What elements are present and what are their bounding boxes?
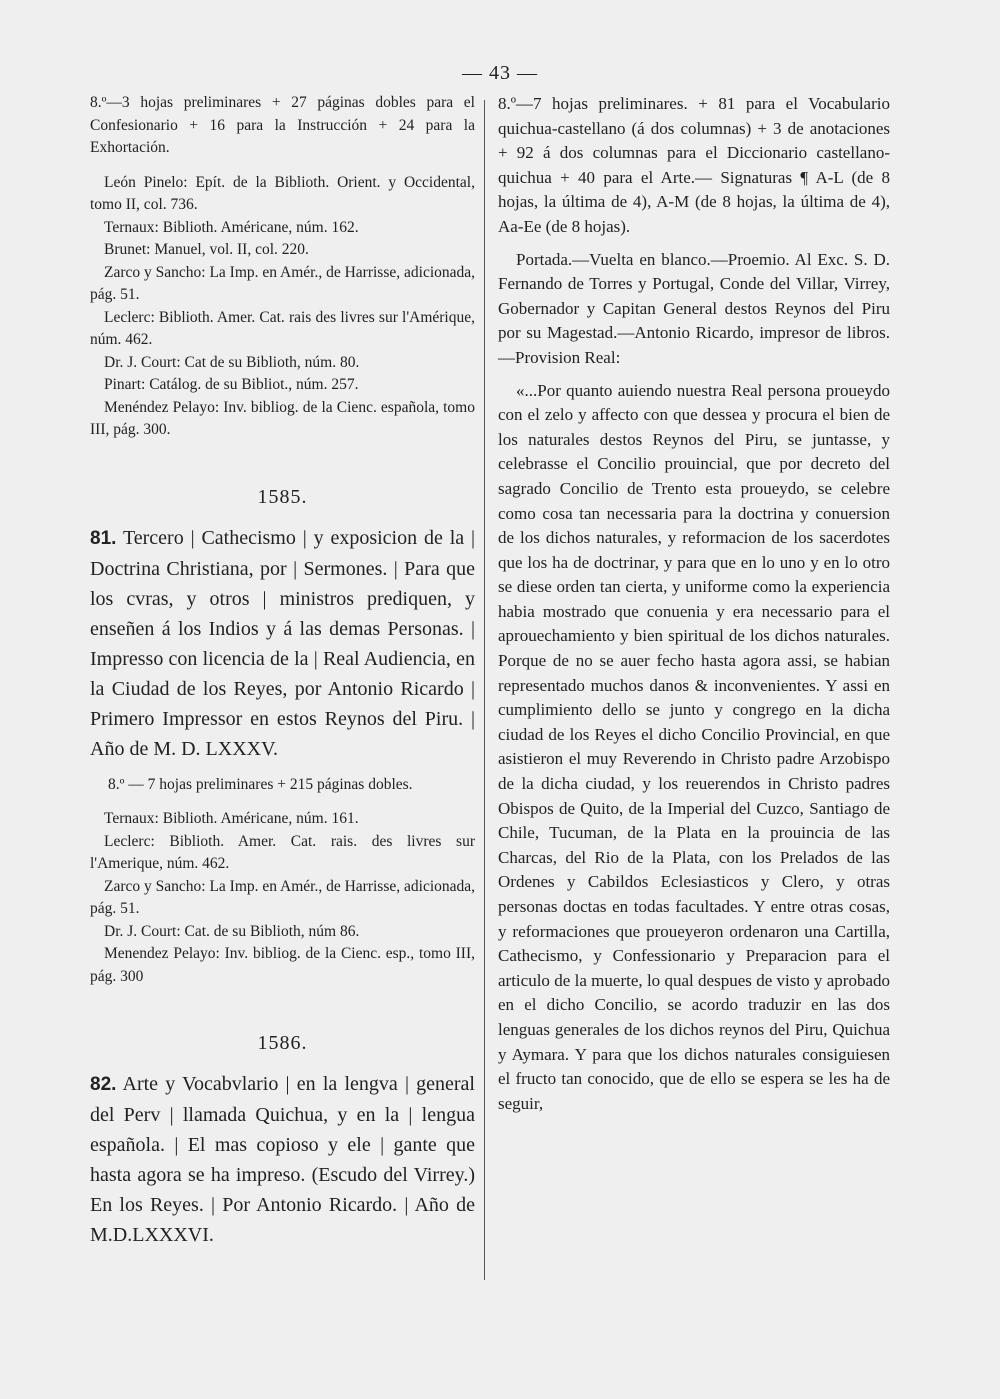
- reference: Zarco y Sancho: La Imp. en Amér., de Harrisse, adicionada, pág. 51.: [90, 877, 476, 917]
- year-heading-1585: 1585.: [257, 485, 308, 508]
- reference: Menéndez Pelayo: Inv. bibliog. de la Cienc. española, tomo III, pág. 300.: [90, 398, 475, 438]
- entry-82-contents: Portada.—Vuelta en blanco.—Proemio. Al Exc. S. D. Fernando de Torres y Portugal, Conde del Villar, Virrey, Gobernador y Capitan General destos Reynos del Piru por su Magestad.—Antonio Ricardo, impresor de libros.—Provision Real:: [498, 249, 890, 367]
- entry-82-collation: 8.º—7 hojas preliminares. + 81 para el Vocabulario quichua-castellano (á dos columnas) + 3 de anotaciones + 92 á dos columnas para el Diccionario castellano-quichua + 40 para el Arte.— Signaturas ¶ A-L (de 8 hojas, la última de 4), A-M (de 8 hojas, la última de 4), Aa-Ee (de 8 hojas).: [498, 94, 890, 236]
- reference: Leclerc: Biblioth. Amer. Cat. rais. des livres sur l'Amerique, núm. 462.: [90, 832, 475, 872]
- reference: Dr. J. Court: Cat de su Biblioth, núm. 80.: [104, 353, 360, 371]
- right-column: [498, 92, 890, 1116]
- entry-82-quotation: «...Por quanto auiendo nuestra Real persona proueydo con el zelo y affecto con que dessea y procura el bien de los naturales destos Reynos del Piru, se juntasse, y celebrasse el Concilio prouincial, que por decreto del sagrado Concilio de Trento esta proueydo, se celebre como cosa tan necessaria para la doctrina y conuersion de los dichos naturales, y reformacion de los sacerdotes que los ha de doctrinar, y para que en lo uno y en lo otro se diese orden tan cierta, y uniforme como la experiencia habia mostrado que conuenia y era necessario para el aprouechamiento y bien spiritual de los dichos naturales. Porque de no se auer fecho hasta agora assi, se habian representado muchos danos & inconvenientes. Y assi en cumplimiento dello se junto y congrego en la dicha ciudad de los Reyes el dicho Concilio Provincial, en que asistieron el muy Reverendo in Christo padre Arzobispo de la dicha ciudad, y los reuerendos in Christo padres Obispos de Quito, de la Imperial del Cuzco, Santiago de Chile, Tucuman, de la Plata en la prouincia de las Charcas, del Rio de la Plata, con los Prelados de las Ordenes y Cabildos Eclesiasticos y Clero, y otras personas doctas en todas facultades. Y entre otras cosas, y reformaciones que proueyeron ordenaron una Cartilla, Cathecismo, y Confessionario y Preparacion para el articulo de la muerte, lo qual despues de visto y aprobado en el dicho Concilio, se acordo traduzir en las dos lenguas generales de los dichos reynos del Piru, Quichua y Aymara. Y para que los dichos naturales consiguiesen el fructo tan conocido, que de ello se espera se les ha de seguir,: [498, 380, 890, 1113]
- entry-80-collation: 8.º—3 hojas preliminares + 27 páginas dobles para el Confesionario + 16 para la Instrucción + 24 para la Exhortación.: [90, 94, 475, 156]
- reference: León Pinelo: Epít. de la Biblioth. Orient. y Occidental, tomo II, col. 736.: [90, 173, 475, 213]
- reference: Menendez Pelayo: Inv. bibliog. de la Cienc. esp., tomo III, pág. 300: [90, 945, 475, 985]
- left-column: [90, 92, 475, 1250]
- reference: Dr. J. Court: Cat. de su Biblioth, núm 86.: [104, 922, 360, 940]
- entry-81-references: [90, 808, 475, 988]
- page-number: — 43 —: [462, 62, 538, 84]
- entry-82-number: 82.: [90, 1074, 117, 1095]
- reference: Zarco y Sancho: La Imp. en Amér., de Harrisse, adicionada, pág. 51.: [90, 263, 476, 303]
- entry-81-number: 81.: [90, 527, 117, 549]
- reference: Ternaux: Biblioth. Américane, núm. 162.: [104, 218, 359, 236]
- reference: Ternaux: Biblioth. Américane, núm. 161.: [104, 810, 359, 827]
- entry-82-text: Arte y Vocabvlario | en la lengva | general del Perv | llamada Quichua, y en la | lengua española. | El mas copioso y ele | gante que hasta agora se ha impreso. (Escudo del Virrey.) En los Reyes. | Por Antonio Ricardo. | Año de M.D.LXXXVI.: [90, 1073, 475, 1246]
- entry-81-collation: 8.º — 7 hojas preliminares + 215 páginas dobles.: [108, 775, 413, 793]
- reference: Leclerc: Biblioth. Amer. Cat. rais des livres sur l'Amérique, núm. 462.: [90, 308, 475, 348]
- column-divider: [484, 100, 485, 1280]
- entry-82-title: [90, 1069, 475, 1250]
- reference: Pinart: Catálog. de su Bibliot., núm. 257.: [104, 376, 359, 393]
- year-heading-1586: 1586.: [257, 1032, 308, 1054]
- entry-81-title: [90, 523, 475, 764]
- entry-80-references: [90, 172, 475, 442]
- reference: Brunet: Manuel, vol. II, col. 220.: [104, 241, 309, 258]
- entry-81-text: Tercero | Cathecismo | y exposicion de la | Doctrina Christiana, por | Sermones. | Para que los cvras, y otros | ministros prediquen, y enseñen á los Indios y á las demas Personas. | Impresso con licencia de la | Real Audiencia, en la Ciudad de los Reyes, por Antonio Ricardo | Primero Impressor en estos Reynos del Piru. | Año de M. D. LXXXV.: [90, 526, 476, 760]
